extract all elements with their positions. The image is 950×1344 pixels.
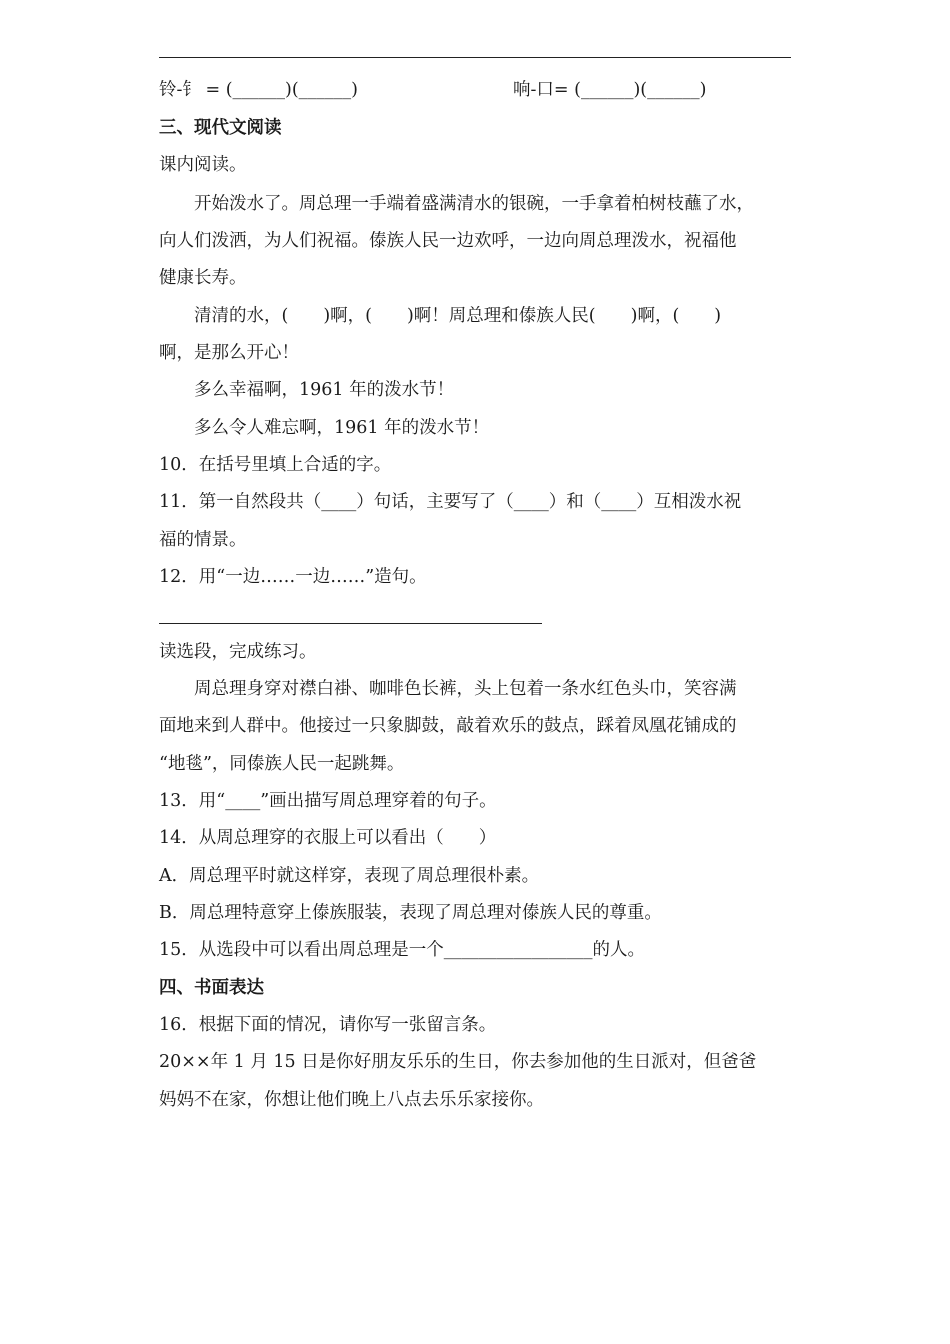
reading-1-para-3: 多么幸福啊，1961 年的泼水节！ [194,380,455,400]
word-split-left: 铃-钅 = (______)(______) [159,80,359,100]
question-12-answer-line[interactable] [159,623,542,624]
question-14-option-a[interactable]: A．周总理平时就这样穿，表现了周总理很朴素。 [159,866,540,886]
question-13: 13．用“____”画出描写周总理穿着的句子。 [159,791,497,811]
question-14-option-b[interactable]: B．周总理特意穿上傣族服装，表现了周总理对傣族人民的尊重。 [159,903,662,923]
reading-1-para-1-line-1: 开始泼水了。周总理一手端着盛满清水的银碗，一手拿着柏树枝蘸了水， [194,194,754,214]
reading-1-para-1-line-3: 健康长寿。 [159,268,247,288]
reading-1-label: 课内阅读。 [159,155,247,175]
question-11-line-2: 福的情景。 [159,530,247,550]
reading-1-para-2-line-1: 清清的水，( )啊，( )啊！周总理和傣族人民( )啊，( ) [194,306,722,326]
reading-1-para-4: 多么令人难忘啊，1961 年的泼水节！ [194,418,490,438]
reading-2-line-1: 周总理身穿对襟白褂、咖啡色长裤，头上包着一条水红色头巾，笑容满 [194,679,737,699]
reading-2-line-3: “地毯”，同傣族人民一起跳舞。 [159,754,405,774]
question-16-line-1: 20××年 1 月 15 日是你好朋友乐乐的生日，你去参加他的生日派对，但爸爸 [159,1052,757,1072]
reading-2-line-2: 面地来到人群中。他接过一只象脚鼓，敲着欢乐的鼓点，踩着凤凰花铺成的 [159,716,737,736]
question-11-line-1: 11．第一自然段共（____）句话，主要写了（____）和（____）互相泼水祝 [159,492,742,512]
reading-2-label: 读选段，完成练习。 [159,642,317,662]
reading-1-para-2-line-2: 啊，是那么开心！ [159,343,299,363]
reading-1-para-1-line-2: 向人们泼洒，为人们祝福。傣族人民一边欢呼，一边向周总理泼水，祝福他 [159,231,737,251]
question-16-line-2: 妈妈不在家，你想让他们晚上八点去乐乐家接你。 [159,1090,544,1110]
question-15: 15．从选段中可以看出周总理是一个_________________的人。 [159,940,646,960]
word-split-right: 响-口= (______)(______) [513,80,707,100]
question-10: 10．在括号里填上合适的字。 [159,455,392,475]
question-14: 14．从周总理穿的衣服上可以看出（ ） [159,828,497,848]
section-4-title: 四、书面表达 [159,978,264,998]
top-divider [159,57,791,58]
question-12: 12．用“一边……一边……”造句。 [159,567,427,587]
section-3-title: 三、现代文阅读 [159,118,282,138]
word-split-row [159,77,791,103]
question-16: 16．根据下面的情况，请你写一张留言条。 [159,1015,497,1035]
